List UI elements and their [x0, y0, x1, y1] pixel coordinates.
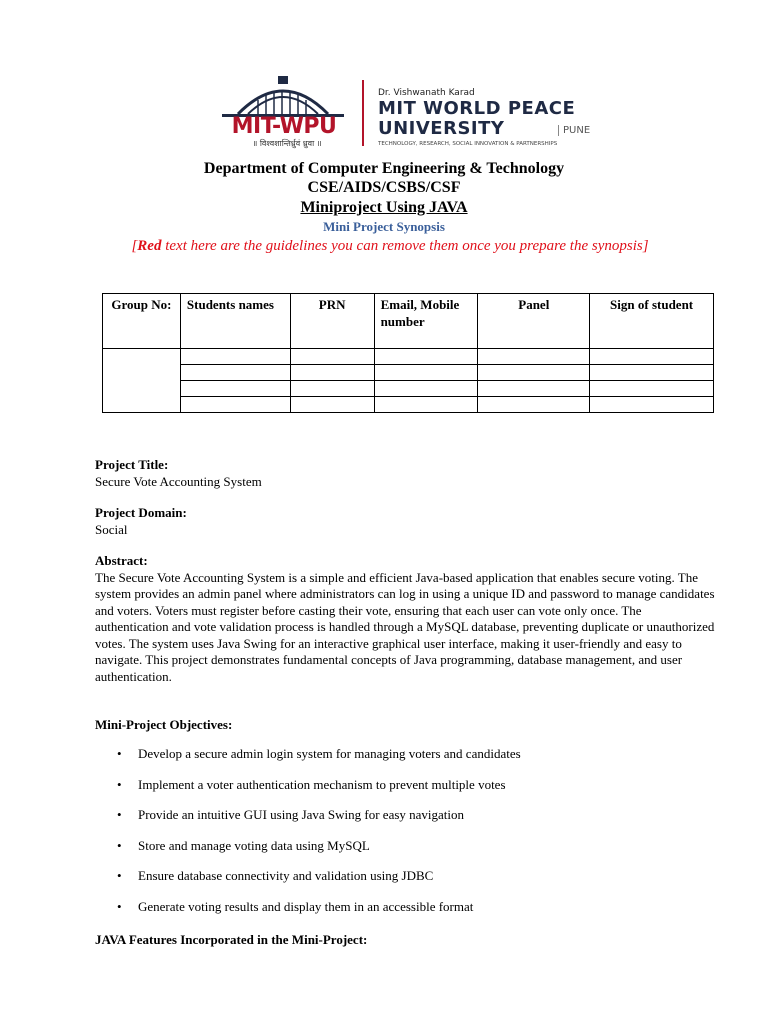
- logo-founder: Dr. Vishwanath Karad: [378, 88, 475, 98]
- table-row: [103, 365, 714, 381]
- bullet-icon: •: [117, 746, 122, 761]
- list-item: [95, 899, 715, 930]
- table-row: [103, 349, 714, 365]
- guideline-red-word: Red: [137, 238, 162, 254]
- abstract-label: Abstract:: [95, 553, 148, 568]
- table-header-cell: Group No:: [103, 294, 181, 349]
- logo-short-name: MIT-WPU: [231, 114, 337, 139]
- project-domain-label: Project Domain:: [95, 505, 187, 520]
- bullet-icon: •: [117, 837, 122, 853]
- table-cell[interactable]: [374, 365, 478, 381]
- table-header-cell: PRN: [290, 294, 374, 349]
- list-item: [95, 746, 715, 777]
- table-header-cell: Panel: [478, 294, 590, 349]
- table-cell[interactable]: [374, 397, 478, 413]
- table-cell[interactable]: [374, 349, 478, 365]
- guideline-rest: text here are the guidelines you can remove them once you prepare the synopsis]: [161, 238, 649, 254]
- table-cell[interactable]: [290, 349, 374, 365]
- table-cell[interactable]: [180, 349, 290, 365]
- table-cell[interactable]: [374, 381, 478, 397]
- project-domain-section: [95, 505, 715, 538]
- guideline-note: [110, 236, 670, 256]
- dome-icon: [218, 74, 348, 118]
- project-domain-value: Social: [95, 521, 128, 537]
- table-row: [103, 397, 714, 413]
- table-cell[interactable]: [590, 365, 714, 381]
- project-title-label: Project Title:: [95, 457, 169, 472]
- logo-divider: [362, 80, 364, 146]
- table-cell[interactable]: [590, 381, 714, 397]
- objective-text: Implement a voter authentication mechanism to prevent multiple votes: [138, 776, 506, 792]
- table-row: [103, 381, 714, 397]
- abstract-text: The Secure Vote Accounting System is a simple and efficient Java-based application that enables secure voting. The system provides an admin panel where administrators can log in using a unique ID and password to manage candidates and voters. Voters must register before casting their vote, ensuring that each user can vote only once. The authentication and vote validation process is handled through a MySQL database, preventing duplicate or unauthorized votes. The system uses Java Swing for an interactive graphical user interface, making it user-friendly and easy to navigate. This project demonstrates fundamental concepts of Java programming, database management, and user authentication.: [95, 569, 715, 684]
- table-cell[interactable]: [290, 397, 374, 413]
- table-cell[interactable]: [478, 365, 590, 381]
- list-item: [95, 868, 715, 899]
- list-item: [95, 807, 715, 838]
- objective-text: Generate voting results and display them in an accessible format: [138, 898, 474, 914]
- doc-type-heading: Mini Project Synopsis: [323, 219, 445, 234]
- table-header-cell: Students names: [180, 294, 290, 349]
- group-table: [102, 293, 714, 413]
- list-item: [95, 838, 715, 869]
- table-cell[interactable]: [290, 381, 374, 397]
- objective-text: Ensure database connectivity and validation using JDBC: [138, 868, 434, 884]
- table-cell[interactable]: [590, 349, 714, 365]
- features-label: JAVA Features Incorporated in the Mini-Project:: [95, 932, 368, 947]
- objective-text: Store and manage voting data using MySQL: [138, 837, 370, 853]
- table-cell[interactable]: [478, 381, 590, 397]
- logo-tagline: TECHNOLOGY, RESEARCH, SOCIAL INNOVATION & PARTNERSHIPS: [378, 141, 558, 147]
- course-heading: Miniproject Using JAVA: [300, 199, 468, 216]
- guideline-open: [: [131, 238, 138, 254]
- logo-name-line1: MIT WORLD PEACE: [378, 98, 576, 119]
- objective-text: Provide an intuitive GUI using Java Swing for easy navigation: [138, 807, 465, 823]
- logo-city: PUNE: [558, 125, 590, 136]
- logo-motto: ॥ विश्वशान्तिर्ध्रुवं ध्रुवा ॥: [252, 139, 322, 148]
- table-cell[interactable]: [590, 397, 714, 413]
- table-header-cell: Sign of student: [590, 294, 714, 349]
- bullet-icon: •: [117, 898, 122, 914]
- abstract-section: [95, 553, 715, 685]
- table-cell[interactable]: [180, 397, 290, 413]
- bullet-icon: •: [117, 807, 122, 823]
- table-cell[interactable]: [290, 365, 374, 381]
- university-name-block: [378, 88, 648, 148]
- table-cell[interactable]: [180, 365, 290, 381]
- table-header-cell: Email, Mobile number: [374, 294, 478, 349]
- table-cell[interactable]: [478, 397, 590, 413]
- objectives-label: Mini-Project Objectives:: [95, 717, 233, 732]
- list-item: [95, 777, 715, 808]
- table-cell[interactable]: [180, 381, 290, 397]
- project-title-section: [95, 457, 715, 490]
- department-heading: Department of Computer Engineering & Technology: [203, 160, 565, 177]
- streams-heading: CSE/AIDS/CSBS/CSF: [307, 179, 461, 196]
- university-logo: [218, 74, 638, 154]
- logo-name-line2: UNIVERSITY: [378, 118, 505, 139]
- bullet-icon: •: [117, 776, 122, 792]
- project-title-value: Secure Vote Accounting System: [95, 473, 262, 489]
- table-cell[interactable]: [478, 349, 590, 365]
- table-header-row: [103, 294, 714, 349]
- mit-wpu-emblem: [218, 74, 348, 154]
- group-number-cell[interactable]: [103, 349, 181, 413]
- objective-text: Develop a secure admin login system for managing voters and candidates: [138, 746, 521, 761]
- bullet-icon: •: [117, 868, 122, 884]
- objectives-list: [95, 746, 715, 930]
